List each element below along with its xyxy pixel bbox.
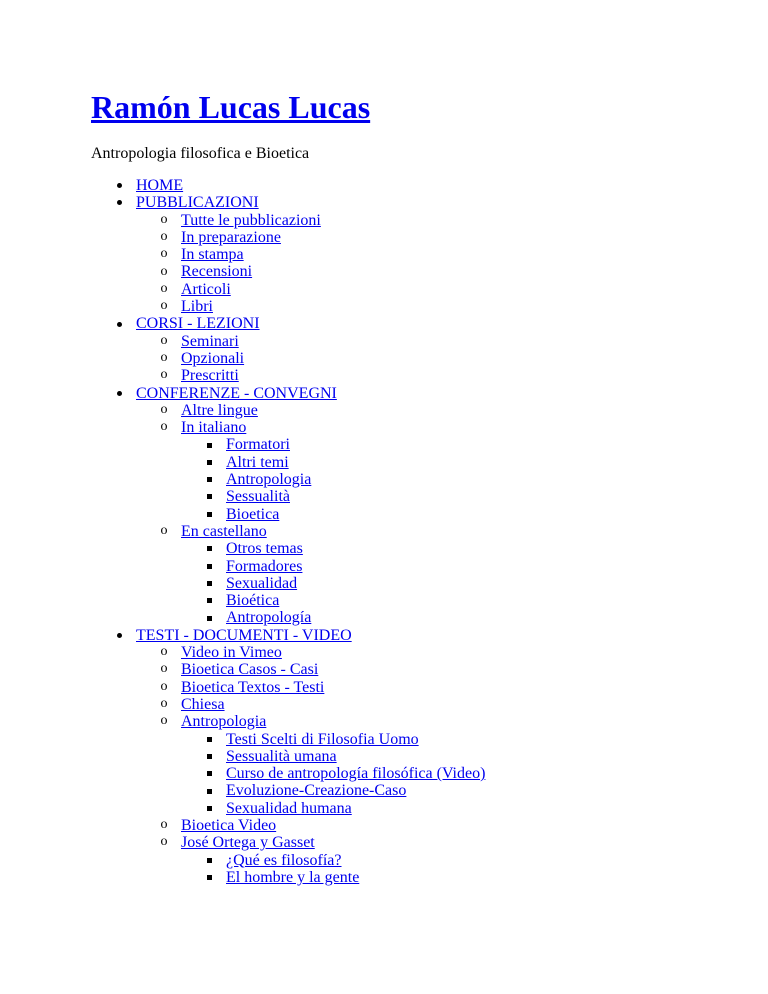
nav-item-formadores [181, 558, 485, 575]
nav-item-altri-temi [181, 454, 485, 471]
square-bullet-icon [207, 771, 212, 776]
square-bullet-icon [207, 494, 212, 499]
nav-link-bioetica-video[interactable]: Bioetica Video [181, 816, 277, 834]
nav-item-altre-lingue [136, 402, 485, 419]
nav-link-seminari[interactable]: Seminari [181, 332, 239, 350]
circle-bullet-icon: o [160, 419, 168, 435]
nav-link-tutte-le-pubblicazioni[interactable]: Tutte le pubblicazioni [181, 211, 321, 229]
nav-link-jose-ortega-y-gasset[interactable]: José Ortega y Gasset [181, 834, 315, 852]
circle-bullet-icon: o [160, 644, 168, 660]
square-bullet-icon [203, 488, 215, 505]
nav-link-testi-documenti-video[interactable]: TESTI - DOCUMENTI - VIDEO [136, 626, 352, 644]
square-bullet-icon [207, 616, 212, 621]
circle-bullet-icon: o [160, 332, 168, 348]
nav-item-formatori [181, 436, 485, 453]
nav-submenu-level-3 [181, 540, 485, 626]
circle-bullet-icon [158, 263, 170, 280]
nav-link-formatori[interactable]: Formatori [226, 436, 290, 454]
nav-item-antropologia [181, 609, 485, 626]
nav-link-prescritti[interactable]: Prescritti [181, 367, 239, 385]
square-bullet-icon [207, 754, 212, 759]
nav-submenu-level-2 [136, 644, 485, 886]
nav-item-pubblicazioni [91, 194, 485, 315]
site-title-link[interactable]: Ramón Lucas Lucas [91, 89, 371, 125]
nav-item-seminari [136, 333, 485, 350]
nav-link-bioetica-casos-casi[interactable]: Bioetica Casos - Casi [181, 661, 319, 679]
nav-link-bioetica[interactable]: Bioetica [226, 505, 280, 523]
circle-bullet-icon [158, 298, 170, 315]
circle-bullet-icon [158, 419, 170, 436]
circle-bullet-icon [158, 229, 170, 246]
site-tagline: Antropologia filosofica e Bioetica [91, 145, 310, 162]
square-bullet-icon [203, 609, 215, 626]
circle-bullet-icon [158, 679, 170, 696]
nav-item-sessualita-umana [181, 748, 485, 765]
nav-link-in-stampa[interactable]: In stampa [181, 246, 244, 264]
circle-bullet-icon [158, 281, 170, 298]
circle-bullet-icon: o [160, 246, 168, 262]
circle-bullet-icon: o [160, 229, 168, 245]
square-bullet-icon [203, 765, 215, 782]
nav-item-opzionali [136, 350, 485, 367]
nav-link-home[interactable]: HOME [136, 177, 184, 194]
nav-item-en-castellano [136, 523, 485, 627]
nav-item-sessualita [181, 488, 485, 505]
nav-item-testi-documenti-video [91, 627, 485, 886]
circle-bullet-icon [158, 661, 170, 678]
nav-item-home [91, 177, 485, 194]
nav-submenu-level-3 [181, 731, 485, 817]
main-navigation [91, 177, 485, 886]
nav-item-in-italiano [136, 419, 485, 523]
square-bullet-icon [207, 789, 212, 794]
nav-link-altre-lingue[interactable]: Altre lingue [181, 401, 258, 419]
disc-bullet-icon [117, 391, 122, 396]
nav-link-sessualita[interactable]: Sessualità [226, 488, 290, 506]
circle-bullet-icon [158, 834, 170, 851]
nav-link-sessualita-umana[interactable]: Sessualità umana [226, 747, 337, 765]
square-bullet-icon [207, 460, 212, 465]
nav-item-video-in-vimeo [136, 644, 485, 661]
circle-bullet-icon: o [160, 298, 168, 314]
disc-bullet-icon [113, 627, 125, 644]
nav-item-que-es-filosofia [181, 852, 485, 869]
nav-link-pubblicazioni[interactable]: PUBBLICAZIONI [136, 194, 259, 212]
nav-item-in-stampa [136, 246, 485, 263]
circle-bullet-icon: o [160, 696, 168, 712]
circle-bullet-icon [158, 350, 170, 367]
nav-link-testi-scelti-di-filosofia-uomo[interactable]: Testi Scelti di Filosofia Uomo [226, 730, 419, 748]
nav-item-bioetica-casos-casi [136, 661, 485, 678]
nav-item-bioetica [181, 506, 485, 523]
nav-link-formadores[interactable]: Formadores [226, 557, 303, 575]
nav-item-antropologia [136, 713, 485, 817]
circle-bullet-icon: o [160, 367, 168, 383]
nav-link-altri-temi[interactable]: Altri temi [226, 453, 289, 471]
nav-link-opzionali[interactable]: Opzionali [181, 349, 245, 367]
nav-link-sexualidad-humana[interactable]: Sexualidad humana [226, 799, 352, 817]
nav-item-prescritti [136, 367, 485, 384]
nav-link-evoluzione-creazione-caso[interactable]: Evoluzione-Creazione-Caso [226, 782, 407, 800]
nav-submenu-level-2 [136, 212, 485, 316]
nav-link-bioetica-textos-testi[interactable]: Bioetica Textos - Testi [181, 678, 325, 696]
nav-item-bioetica-textos-testi [136, 679, 485, 696]
nav-link-bioetica[interactable]: Bioética [226, 592, 280, 610]
square-bullet-icon [203, 436, 215, 453]
nav-link-in-preparazione[interactable]: In preparazione [181, 228, 281, 246]
square-bullet-icon [207, 598, 212, 603]
nav-link-antropologia[interactable]: Antropologia [226, 471, 312, 489]
nav-item-otros-temas [181, 540, 485, 557]
square-bullet-icon [203, 782, 215, 799]
nav-link-recensioni[interactable]: Recensioni [181, 263, 253, 281]
circle-bullet-icon: o [160, 402, 168, 417]
circle-bullet-icon [158, 367, 170, 384]
square-bullet-icon [203, 869, 215, 886]
square-bullet-icon [207, 737, 212, 742]
circle-bullet-icon [158, 696, 170, 713]
nav-link-otros-temas[interactable]: Otros temas [226, 540, 303, 558]
nav-link-chiesa[interactable]: Chiesa [181, 695, 225, 713]
nav-link-que-es-filosofia[interactable]: ¿Qué es filosofía? [226, 851, 342, 869]
circle-bullet-icon: o [160, 211, 168, 227]
square-bullet-icon [203, 540, 215, 557]
square-bullet-icon [203, 558, 215, 575]
square-bullet-icon [203, 506, 215, 523]
circle-bullet-icon: o [160, 678, 168, 694]
nav-link-el-hombre-y-la-gente[interactable]: El hombre y la gente [226, 868, 360, 886]
circle-bullet-icon [158, 644, 170, 661]
disc-bullet-icon [117, 183, 122, 188]
disc-bullet-icon [113, 194, 125, 211]
disc-bullet-icon [117, 200, 122, 205]
disc-bullet-icon [113, 177, 125, 194]
square-bullet-icon [207, 512, 212, 517]
nav-link-libri[interactable]: Libri [181, 298, 213, 316]
nav-link-in-italiano[interactable]: In italiano [181, 419, 247, 437]
nav-item-antropologia [181, 471, 485, 488]
circle-bullet-icon [158, 402, 170, 419]
nav-item-conferenze-convegni [91, 385, 485, 627]
circle-bullet-icon [158, 333, 170, 350]
circle-bullet-icon [158, 212, 170, 229]
circle-bullet-icon [158, 523, 170, 540]
nav-item-libri [136, 298, 485, 315]
square-bullet-icon [207, 546, 212, 551]
square-bullet-icon [207, 564, 212, 569]
square-bullet-icon [207, 443, 212, 448]
nav-item-sexualidad-humana [181, 800, 485, 817]
square-bullet-icon [203, 471, 215, 488]
nav-link-en-castellano[interactable]: En castellano [181, 522, 267, 540]
nav-link-video-in-vimeo[interactable]: Video in Vimeo [181, 644, 282, 662]
nav-submenu-level-2 [136, 333, 485, 385]
square-bullet-icon [203, 748, 215, 765]
square-bullet-icon [203, 852, 215, 869]
disc-bullet-icon [113, 385, 125, 402]
circle-bullet-icon: o [160, 523, 168, 539]
nav-item-jose-ortega-y-gasset [136, 834, 485, 886]
nav-link-conferenze-convegni[interactable]: CONFERENZE - CONVEGNI [136, 384, 337, 402]
circle-bullet-icon [158, 817, 170, 834]
square-bullet-icon [203, 454, 215, 471]
square-bullet-icon [203, 731, 215, 748]
disc-bullet-icon [113, 315, 125, 332]
site-title [91, 88, 370, 126]
nav-item-corsi-lezioni [91, 315, 485, 384]
circle-bullet-icon: o [160, 350, 168, 366]
nav-link-antropologia[interactable]: Antropologia [181, 713, 267, 731]
circle-bullet-icon [158, 713, 170, 730]
disc-bullet-icon [117, 633, 122, 638]
square-bullet-icon [207, 875, 212, 880]
nav-item-curso-de-antropologia-filosofica-video [181, 765, 485, 782]
circle-bullet-icon: o [160, 661, 168, 677]
nav-submenu-level-3 [181, 436, 485, 522]
nav-item-tutte-le-pubblicazioni [136, 212, 485, 229]
nav-item-in-preparazione [136, 229, 485, 246]
circle-bullet-icon [158, 246, 170, 263]
nav-submenu-level-3 [181, 852, 485, 887]
nav-item-el-hombre-y-la-gente [181, 869, 485, 886]
nav-item-testi-scelti-di-filosofia-uomo [181, 731, 485, 748]
square-bullet-icon [207, 858, 212, 863]
square-bullet-icon [203, 575, 215, 592]
circle-bullet-icon: o [160, 834, 168, 850]
nav-link-sexualidad[interactable]: Sexualidad [226, 574, 298, 592]
square-bullet-icon [207, 477, 212, 482]
nav-link-articoli[interactable]: Articoli [181, 280, 231, 298]
nav-item-evoluzione-creazione-caso [181, 782, 485, 799]
square-bullet-icon [207, 806, 212, 811]
circle-bullet-icon: o [160, 280, 168, 296]
nav-item-chiesa [136, 696, 485, 713]
nav-item-sexualidad [181, 575, 485, 592]
nav-item-bioetica [181, 592, 485, 609]
nav-submenu-level-2 [136, 402, 485, 627]
nav-link-corsi-lezioni[interactable]: CORSI - LEZIONI [136, 315, 260, 333]
square-bullet-icon [207, 581, 212, 586]
nav-item-bioetica-video [136, 817, 485, 834]
circle-bullet-icon: o [160, 263, 168, 279]
circle-bullet-icon: o [160, 713, 168, 729]
nav-item-recensioni [136, 263, 485, 280]
disc-bullet-icon [117, 322, 122, 327]
nav-link-antropologia[interactable]: Antropología [226, 609, 312, 627]
square-bullet-icon [203, 592, 215, 609]
nav-item-articoli [136, 281, 485, 298]
nav-link-curso-de-antropologia-filosofica-video[interactable]: Curso de antropología filosófica (Video) [226, 765, 486, 783]
square-bullet-icon [203, 800, 215, 817]
circle-bullet-icon: o [160, 817, 168, 833]
